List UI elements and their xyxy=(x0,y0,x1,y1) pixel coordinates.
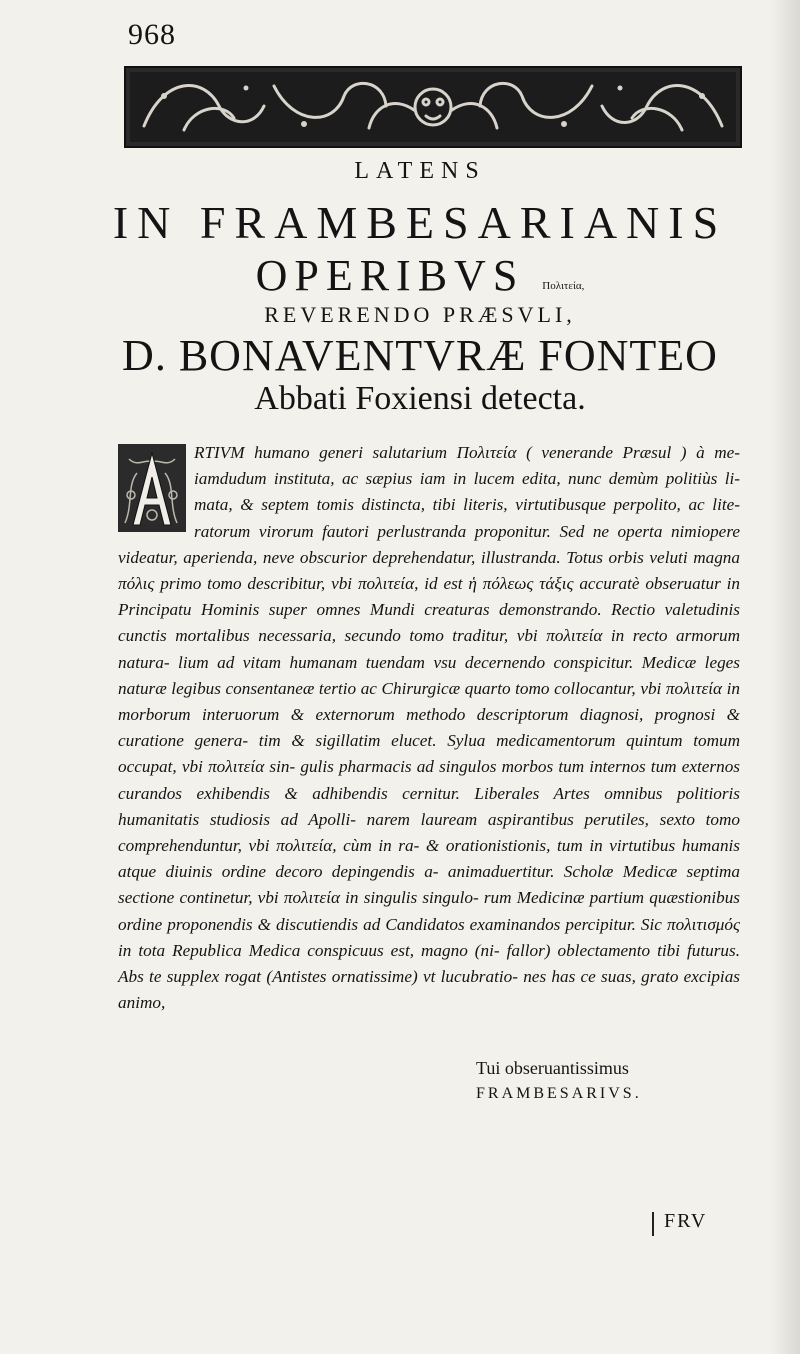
dedication-paragraph: RTIVM humano generi salutarium Πολιτεία ( venerande Præsul ) à me- iamdudum instituta, ac sæpius iam in lucem edita, nunc demùm politiùs li- mata, & septem tomis distincta, tibi literis, virtutibusque perpolito, ac lite- ratorum virorum fautori perlustranda proponitur. Sed ne operta nimiopere videatur, aperienda, neve obscurior deprehendatur, illustranda. Totus orbis veluti magna πόλις primo tomo describitur, vbi πολιτεία, id est ἡ πόλεως τάξις accuratè obseruatur in Principatu Hominis super omnes Mundi creaturas demonstrando. Rectio valetudinis cunctis mortalibus necessaria, secundo tomo traditur, vbi πολιτεία in recto armorum natura- lium ad vitam humanam tuendam vsu decernendo conspicitur. Medicæ leges naturæ legibus consentaneæ tertio ac Chirurgicæ quarto tomo collocantur, vbi πολιτεία in morborum interuorum & externorum methodo descriptorum diagnosi, prognosi & curatione genera- tim & sigillatim elucet. Sylua medicamentorum quintum tomum occupat, vbi πολιτεία sin- gulis pharmacis ad singulos morbos tum internos tum externos curandos exhibendis & adhibendis cernitur. Liberales Artes omnibus politioris humanitatis studiosis ad Apolli- narem lauream aspirantibus perutiles, sexto tomo comprehenduntur, vbi πολιτεία, cùm in ra- & orationistionis, tum in virtutibus humanis atque diuinis ordine decoro depingendis a- animaduertitur. Scholæ Medicæ septima sectione continetur, vbi πολιτεία in singulis singulo- rum Medicinæ partium quæstionibus ordine proponendis & discutiendis ad Candidatos examinandos percipitur. Sic πολιτισμός in tota Republica Medica conspicuus est, magno (ni- fallor) oblectamento tibi futurus. Abs te supplex rogat (Antistes ornatissime) vt lucubratio- nes has ce suas, grato excipias animo, xyxy=(118,443,740,1013)
header-ornament-icon xyxy=(124,66,742,148)
title-line-reverendo: REVERENDO PRÆSVLI, xyxy=(264,302,576,327)
signature-closing: Tui obseruantissimus xyxy=(476,1058,629,1078)
signature-name: FRAMBESARIVS. xyxy=(476,1085,642,1102)
title-line-operibus xyxy=(100,250,740,301)
title-line-latens: LATENS xyxy=(354,158,486,184)
title-operibus-text: OPERIBVS xyxy=(255,251,525,300)
page-number: 968 xyxy=(128,18,176,51)
catchword: FRV xyxy=(664,1210,708,1232)
title-line-frambesarianis: IN FRAMBESARIANIS xyxy=(112,197,728,248)
decorated-letter-a-icon xyxy=(118,444,186,532)
dedication-body xyxy=(118,440,740,1016)
title-line-abbati: Abbati Foxiensi detecta. xyxy=(254,380,586,417)
title-greek-word: Πολιτεία, xyxy=(542,280,585,293)
page-edge-shadow xyxy=(770,0,800,1354)
catchword-bracket xyxy=(652,1212,654,1236)
title-line-bonaventurae: D. BONAVENTVRÆ FONTEO xyxy=(122,331,718,380)
signature-block xyxy=(476,1058,642,1103)
